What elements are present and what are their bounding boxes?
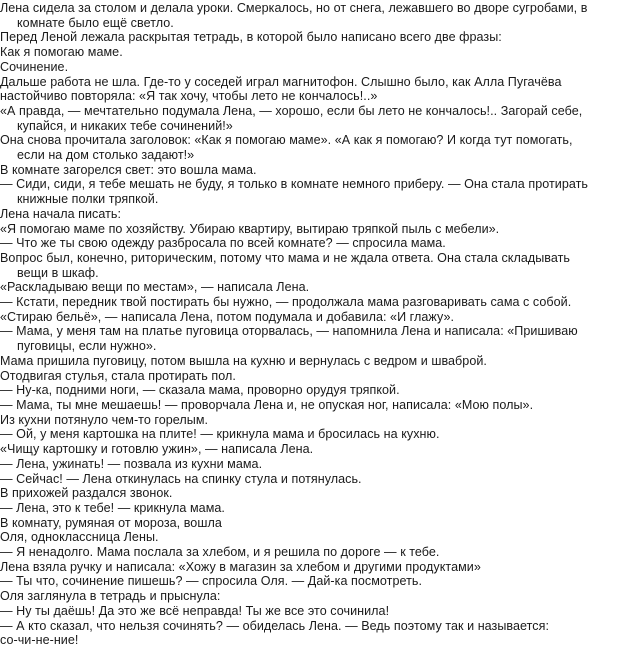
text-line: Оля заглянула в тетрадь и прыснула: [0, 589, 221, 604]
text-line: — Мама, у меня там на платье пуговица оторвалась, — напомнила Лена и написала: «Пришиваю [0, 324, 578, 339]
text-line: — Что же ты свою одежду разбросала по всей комнате? — спросила мама. [0, 236, 446, 251]
text-line: купайся, и никаких тебе сочинений!» [17, 118, 233, 133]
text-line: Лена сидела за столом и делала уроки. Смеркалось, но от снега, лежавшего во дворе сугробами, в [0, 1, 588, 15]
text-line: Мама пришила пуговицу, потом вышла на кухню и вернулась с ведром и шваброй. [0, 353, 487, 368]
text-line: В комнату, румяная от мороза, вошла [0, 515, 222, 530]
text-line: книжные полки тряпкой. [17, 192, 159, 207]
text-line: комнате было ещё светло. [17, 15, 174, 30]
text-line: Дальше работа не шла. Где-то у соседей играл магнитофон. Слышно было, как Алла Пугачёва [0, 74, 562, 89]
text-line: Как я помогаю маме. [0, 45, 123, 60]
text-line: пуговицы, если нужно». [17, 339, 157, 354]
text-line: — Ну ты даёшь! Да это же всё неправда! Ты же все это сочинила! [0, 603, 390, 618]
text-line: — Сейчас! — Лена откинулась на спинку стула и потянулась. [0, 471, 362, 486]
text-line: Она снова прочитала заголовок: «Как я помогаю маме». «А как я помогаю? И когда тут помогать, [0, 133, 573, 148]
text-line: — Мама, ты мне мешаешь! — проворчала Лена и, не опуская ног, написала: «Мою полы». [0, 397, 534, 412]
text-line: Лена начала писать: [0, 206, 122, 221]
text-line: «Стираю бельё», — написала Лена, потом подумала и добавила: «И глажу». [0, 309, 455, 324]
text-line: Перед Леной лежала раскрытая тетрадь, в которой было написано всего две фразы: [0, 30, 502, 45]
text-line: настойчиво повторяла: «Я так хочу, чтобы лето не кончалось!..» [0, 89, 378, 104]
text-line: «Раскладываю вещи по местам», — написала Лена. [0, 280, 310, 295]
text-line: — Ну-ка, подними ноги, — сказала мама, проворно орудуя тряпкой. [0, 383, 400, 398]
text-line: — Лена, это к тебе! — крикнула мама. [0, 500, 225, 515]
text-line: — Ой, у меня картошка на плите! — крикнула мама и бросилась на кухню. [0, 427, 440, 442]
text-line: Отодвигая стулья, стала протирать пол. [0, 368, 236, 383]
text-line: В комнате загорелся свет: это вошла мама. [0, 162, 257, 177]
text-line: — А кто сказал, что нельзя сочинять? — обиделась Лена. — Ведь поэтому так и называется: [0, 618, 549, 633]
text-line: «Чищу картошку и готовлю ужин», — написала Лена. [0, 442, 314, 457]
text-line: «Я помогаю маме по хозяйству. Убираю квартиру, вытираю тряпкой пыль с мебели». [0, 221, 500, 236]
text-line: — Лена, ужинать! — позвала из кухни мама. [0, 456, 263, 471]
text-line: — Сиди, сиди, я тебе мешать не буду, я только в комнате немного приберу. — Она стала протирать [0, 177, 589, 192]
text-line: Лена взяла ручку и написала: «Хожу в магазин за хлебом и другими продуктами» [0, 559, 481, 574]
text-line: Вопрос был, конечно, риторическим, потому что мама и не ждала ответа. Она стала складывать [0, 250, 571, 265]
text-line: — Кстати, передник твой постирать бы нужно, — продолжала мама разговаривать сама с собой. [0, 295, 572, 310]
text-line: «А правда, — мечтательно подумала Лена, — хорошо, если бы лето не кончалось!.. Загорай себе, [0, 103, 583, 118]
text-line: вещи в шкаф. [17, 265, 99, 280]
text-line: Из кухни потянуло чем-то горелым. [0, 412, 209, 427]
text-line: — Я ненадолго. Мама послала за хлебом, и я решила по дороге — к тебе. [0, 545, 440, 560]
text-line: со-чи-не-ние! [0, 633, 79, 648]
text-line: Оля, одноклассница Лены. [0, 530, 159, 545]
text-line: — Ты что, сочинение пишешь? — спросила Оля. — Дай-ка посмотреть. [0, 574, 423, 589]
text-line: если на дом столько задают!» [17, 148, 195, 163]
text-line: Сочинение. [0, 59, 69, 74]
text-line: В прихожей раздался звонок. [0, 486, 173, 501]
